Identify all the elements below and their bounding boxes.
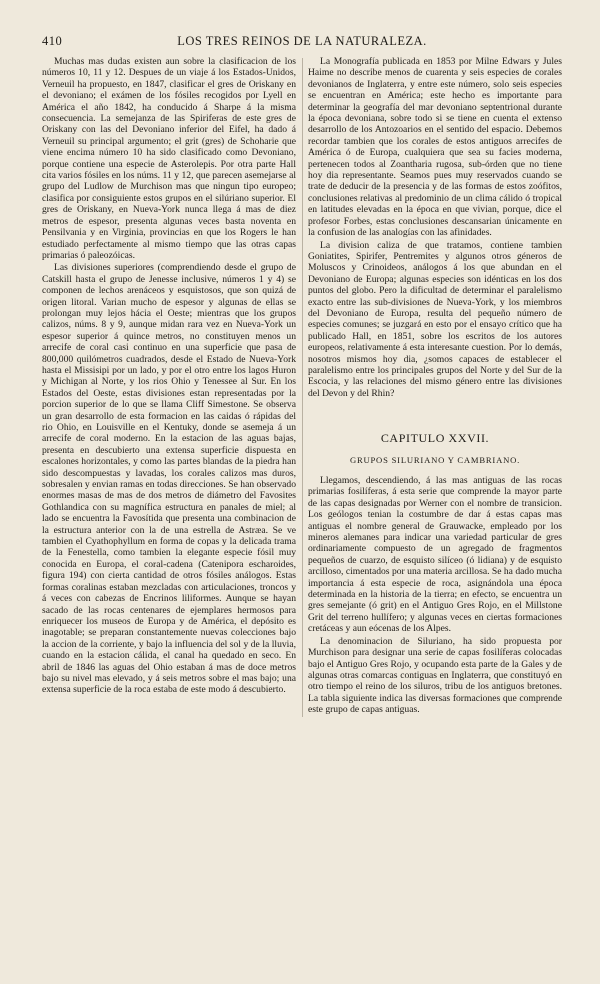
left-column: [42, 56, 296, 717]
paragraph: La Monografía publicada en 1853 por Milne Edwars y Jules Haime no describe menos de cuarenta y seis especies de corales devonianos de Inglaterra, y entre este número, solo seis especies se encuentran en América; este hecho es importante para determinar la geografía del mar devoniano septentrional durante la época devoniana, sobre todo si se tiene en cuenta el extenso desarrollo de los Antozoarios en el sentido del espacio. Debemos recordar tambien que los corales de estos antiguos arrecifes de América ó de Europa, cualquiera que sea su facies moderna, pertenecen todos al Zoantharia rugosa, sub-órden que no tiene hoy dia representante. Seamos pues muy reservados cuando se trate de deducir de la presencia y de las formas de estos zoófitos, conclusiones relativas al predominio de un clima cálido ó tropical en latitudes elevadas en la época en que vivian, porque, dice el profesor Forbes, estas conclusiones descansarian únicamente en la confusion de las analogías con las afinidades.: [308, 56, 562, 239]
paragraph: La denominacion de Siluriano, ha sido propuesta por Murchison para designar una serie de capas fosilíferas colocadas bajo el Antiguo Gres Rojo, y ocupando esta parte de la Gales y de algunas otras comarcas contiguas en Inglaterra, que constituyó en otro tiempo el reino de los siluros, tribu de los antiguos bretones. La tabla siguiente indica las diversas formaciones que comprende este grupo de capas antiguas.: [308, 635, 562, 716]
paragraph: Las divisiones superiores (comprendiendo desde el grupo de Catskill hasta el grupo de Jenesse inclusive, números 1 y 4) se componen de lechos arenáceos y esquistosos, que son quizá de origen litoral. Varian mucho de espesor y algunas de ellas se prolongan muy lejos hácia el Oeste; mientras que los grupos calizos, núms. 8 y 9, aunque midan rara vez en Nueva-York un espesor superior á quince metros, no constituyen menos un arrecife de coral casi continuo en una superficie que pasa de 800,000 quilómetros cuadrados, desde el Estado de Nueva-York hasta el Missisipi por un lado, y por el otro entre los lagos Huron y Michigan al Norte, y los rios Ohio y Tenessee al Sur. En los Estados del Oeste, estas divisiones estan representadas por la porcion superior de lo que se llama Cliff Simestone. Se observa un gran desarrollo de esta formacion en las caidas ó rápidas del rio Ohio, en Louisville en el Kentuky, donde se asemeja á un arrecife de coral moderno. En la estacion de las aguas bajas, presenta en descubierto una extensa superficie dispuesta en escalones horizontales, y como las partes blandas de la piedra han sido descompuestas y lavadas, los corales calizos mas duros, sobresalen y envian ramas en todas direcciones. Se han observado enormes masas de mas de dos metros de diámetro del Favosites Gothlandica con su magnífica estructura en panales de miel; al lado se encuentra la Favosítida que presenta una combinacion de la estructura anterior con la de una estrella de Astræa. Se ve tambien el Cyathophyllum en forma de copas y la delicada trama de la Fenestella, como tambien la elegante especie fósil muy conocida en Europa, el coral-cadena (Catenipora escharoides, figura 194) con cierta cantidad de otros fósiles análogos. Estas formas coralinas estaban mezcladas con articulaciones, troncos y á veces con cabezas de Encrinos liliformes. Aunque se hayan sacado de las rocas centenares de ejemplares hermosos para enriquecer los museos de Europa y de América, el depósito es inagotable; se preparan constantemente nuevas colecciones bajo la accion de la corriente, y bajo la influencia del sol y de la lluvia, cuando en la estacion cálida, el canal ha quedado en seco. En abril de 1846 las aguas del Ohio estaban á mas de doce metros bajo su nivel mas elevado, y á seis metros sobre el mas bajo; una extensa superficie de la roca estaba de este modo á descubierto.: [42, 262, 296, 696]
right-column: [308, 56, 562, 717]
paragraph: La division caliza de que tratamos, contiene tambien Goniatites, Spirifer, Pentremites y algunos otros géneros de Moluscos y Crinoideos, análogos á los que abundan en el Devoniano de Europa; algunas especies son idénticas en los dos puntos del globo. Pero la dificultad de determinar el paralelismo exacto entre las sub-divisiones de Nueva-York, y los miembros del Devoniano de Europa, resulta del pequeño número de especies comunes; se juzgará en esto por el ensayo crítico que ha publicado Hall, en 1851, sobre los escritos de los autores europeos, relativamente á esta interesante cuestion. Por lo demás, nosotros mismos hoy dia, ¿somos capaces de establecer el paralelismo entre los principales grupos del Norte y del Sur de la Escocia, y las relaciones del mismo género entre las divisiones del Devon y del Rhin?: [308, 239, 562, 399]
text-columns: [42, 56, 562, 717]
running-head: [42, 34, 562, 52]
paragraph: Llegamos, descendiendo, á las mas antiguas de las rocas primarias fosilíferas, á esta serie que comprende la mayor parte de las capas designadas por Werner con el nombre de transicion. Los geólogos tenian la costumbre de dar á estas capas mas antiguas el nombre general de Grauwacke, empleado por los mineros alemanes para indicar una variedad particular de gres ordinariamente compuesto de un agregado de fragmentos pequeños de cuarzo, de esquisto silíceo (ó lidiana) y de esquisto arcilloso, cimentados por una materia arcillosa. Se ha dado mucha importancia á esta especie de roca, asignándola una época determinada en la historia de la tierra; en efecto, se encuentra un gres semejante (ó grit) en el Antiguo Gres Rojo, en el Millstone Grit del terreno hullífero; y algunas veces en ciertas formaciones cretáceas y aun eócenas de los Alpes.: [308, 475, 562, 635]
paragraph: Muchas mas dudas existen aun sobre la clasificacion de los números 10, 11 y 12. Despues de un viaje á los Estados-Unidos, Verneuil ha propuesto, en 1847, clasificar el gres de Oriskany en el devoniano; el exámen de los fósiles recogidos por Lyell en América el año 1842, ha conducido á Sharpe á la misma consecuencia. La semejanza de las Spiriferas de este gres de Oriskany con las del Devoniano inferior del Eifel, ha dado á Verneuil su principal argumento; el grit (gres) de Schoharie que viene encima número 10 ha sido clasificado como Devoniano, porque contiene una especie de Asterolepis. Por otra parte Hall cita varios fósiles en los núms. 11 y 12, que parecen asemejarse al grupo del Ludlow de Murchison mas que ningun tipo europeo; clasifica por consiguiente estos grupos en el silúriano superior. El gres de Oriskany, en Nueva-York nunca llega á mas de diez metros de espesor, presenta algunas veces basta noventa en Pensilvania y en Virginia, provincias en que los Rogers le han estudiado perfectamente al mismo tiempo que las otras capas primarias ó paleozóicas.: [42, 56, 296, 261]
running-title: LOS TRES REINOS DE LA NATURALEZA.: [177, 34, 427, 48]
section-title: GRUPOS SILURIANO Y CAMBRIANO.: [349, 454, 521, 465]
page-number: 410: [42, 34, 63, 48]
column-divider: [302, 58, 303, 717]
chapter-title: CAPITULO XXVII.: [380, 431, 490, 446]
